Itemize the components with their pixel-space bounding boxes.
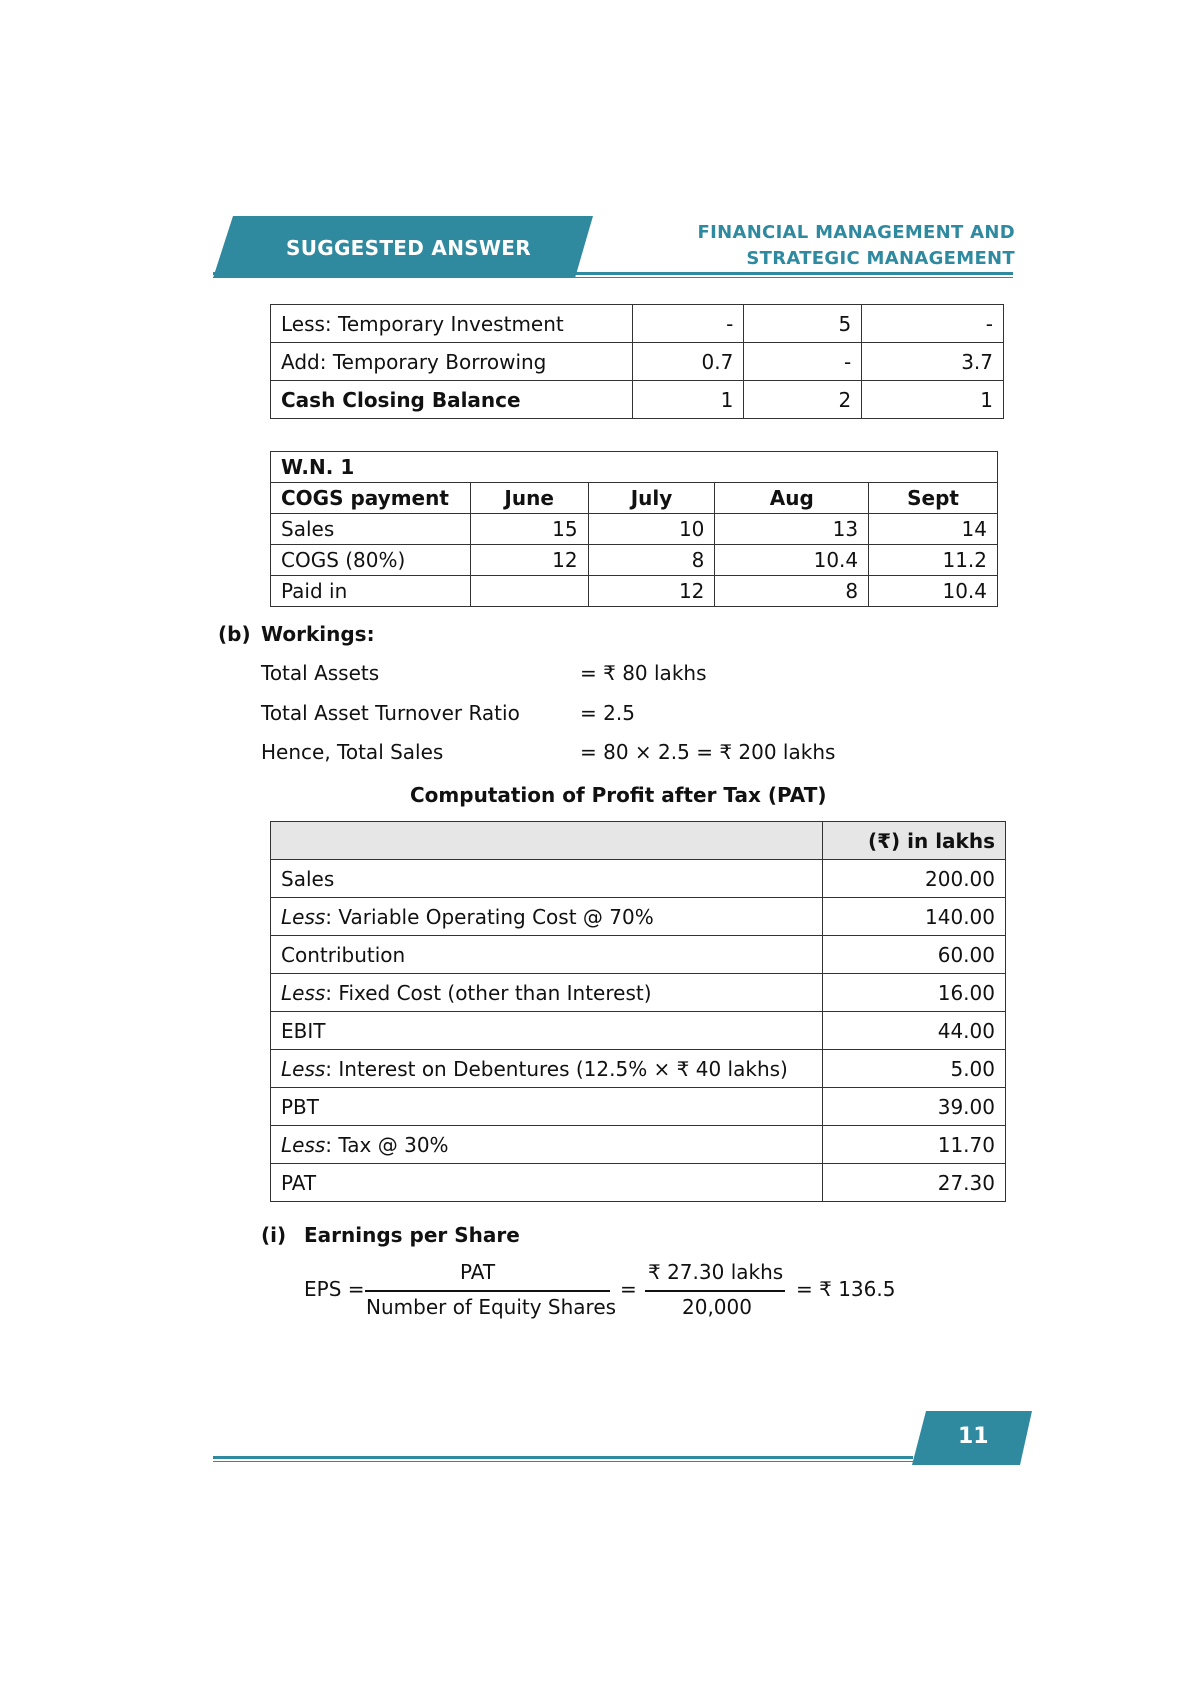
footer-rule bbox=[213, 1456, 913, 1459]
header-subject-line2: STRATEGIC MANAGEMENT bbox=[746, 248, 1015, 269]
table-row bbox=[271, 576, 998, 607]
cell-value: 5 bbox=[744, 305, 862, 343]
table-row bbox=[271, 860, 1006, 898]
row-label: Sales bbox=[271, 514, 471, 545]
cell-value: 39.00 bbox=[823, 1088, 1006, 1126]
column-header: June bbox=[470, 483, 588, 514]
table-row bbox=[271, 1088, 1006, 1126]
column-header: Aug bbox=[715, 483, 869, 514]
working-label: Hence, Total Sales bbox=[261, 740, 444, 764]
working-label: Total Asset Turnover Ratio bbox=[261, 701, 520, 725]
table-row bbox=[271, 1126, 1006, 1164]
cell-value: 3.7 bbox=[862, 343, 1004, 381]
blank-header bbox=[271, 822, 823, 860]
table-row bbox=[271, 1050, 1006, 1088]
row-label bbox=[271, 898, 823, 936]
cell-value: 1 bbox=[862, 381, 1004, 419]
row-label-text: : Interest on Debentures (12.5% × ₹ 40 lakhs) bbox=[325, 1056, 788, 1081]
cell-value: 14 bbox=[869, 514, 998, 545]
eps-denominator-2: 20,000 bbox=[682, 1295, 752, 1319]
header-subject bbox=[698, 220, 1016, 272]
row-label bbox=[271, 1050, 823, 1088]
table-row bbox=[271, 343, 1004, 381]
table-row bbox=[271, 381, 1004, 419]
less-prefix: Less bbox=[281, 1132, 326, 1157]
less-prefix: Less bbox=[281, 980, 326, 1005]
row-label-text: Contribution bbox=[281, 942, 406, 967]
pat-table bbox=[270, 821, 1006, 1202]
header-rule-thin bbox=[213, 277, 1013, 278]
less-prefix: Less bbox=[281, 1056, 326, 1081]
row-label bbox=[271, 1164, 823, 1202]
cell-value: 12 bbox=[588, 576, 715, 607]
fraction-bar bbox=[645, 1290, 785, 1292]
section-marker-b: (b) bbox=[218, 622, 251, 646]
row-label bbox=[271, 860, 823, 898]
row-label-text: : Tax @ 30% bbox=[325, 1132, 449, 1157]
eps-numerator-1: PAT bbox=[460, 1260, 496, 1284]
section-marker-i: (i) bbox=[261, 1223, 287, 1247]
eps-equals: = bbox=[620, 1277, 637, 1301]
cell-value: 12 bbox=[470, 545, 588, 576]
cell-value: 10.4 bbox=[715, 545, 869, 576]
cell-value: 5.00 bbox=[823, 1050, 1006, 1088]
column-header: July bbox=[588, 483, 715, 514]
working-value: = 80 × 2.5 = ₹ 200 lakhs bbox=[580, 740, 836, 764]
cell-value: 8 bbox=[588, 545, 715, 576]
page-number: 11 bbox=[958, 1424, 989, 1449]
working-value: = 2.5 bbox=[580, 701, 635, 725]
cell-value: 11.70 bbox=[823, 1126, 1006, 1164]
eps-result: = ₹ 136.5 bbox=[796, 1277, 896, 1301]
row-label-text: : Variable Operating Cost @ 70% bbox=[325, 904, 654, 929]
eps-numerator-2: ₹ 27.30 lakhs bbox=[648, 1260, 784, 1284]
row-label: Cash Closing Balance bbox=[271, 381, 633, 419]
table-header-row bbox=[271, 483, 998, 514]
table-row bbox=[271, 1012, 1006, 1050]
cell-value: - bbox=[632, 305, 744, 343]
unit-header: (₹) in lakhs bbox=[823, 822, 1006, 860]
workings-heading: Workings: bbox=[261, 622, 375, 646]
row-label bbox=[271, 974, 823, 1012]
row-label bbox=[271, 1126, 823, 1164]
eps-denominator-1: Number of Equity Shares bbox=[366, 1295, 617, 1319]
row-label: COGS (80%) bbox=[271, 545, 471, 576]
column-header: Sept bbox=[869, 483, 998, 514]
row-label: Add: Temporary Borrowing bbox=[271, 343, 633, 381]
cell-value: 44.00 bbox=[823, 1012, 1006, 1050]
cash-balance-table bbox=[270, 304, 1004, 419]
row-label-text: PAT bbox=[281, 1170, 317, 1195]
table-row bbox=[271, 936, 1006, 974]
table-row bbox=[271, 305, 1004, 343]
cell-value: 10 bbox=[588, 514, 715, 545]
eps-heading: Earnings per Share bbox=[304, 1223, 520, 1247]
cell-value: 10.4 bbox=[869, 576, 998, 607]
row-label: Paid in bbox=[271, 576, 471, 607]
table-row bbox=[271, 974, 1006, 1012]
less-prefix: Less bbox=[281, 904, 326, 929]
cell-value: 2 bbox=[744, 381, 862, 419]
cell-value: - bbox=[744, 343, 862, 381]
row-label: Less: Temporary Investment bbox=[271, 305, 633, 343]
table-header-row bbox=[271, 822, 1006, 860]
column-header: COGS payment bbox=[271, 483, 471, 514]
working-label: Total Assets bbox=[261, 661, 380, 685]
row-label-text: PBT bbox=[281, 1094, 319, 1119]
cell-value: - bbox=[862, 305, 1004, 343]
row-label-text: : Fixed Cost (other than Interest) bbox=[325, 980, 652, 1005]
header-tab-label: SUGGESTED ANSWER bbox=[286, 236, 531, 260]
cell-value bbox=[470, 576, 588, 607]
cell-value: 60.00 bbox=[823, 936, 1006, 974]
working-value: = ₹ 80 lakhs bbox=[580, 661, 707, 685]
row-label-text: Sales bbox=[281, 866, 335, 891]
footer-rule-thin bbox=[213, 1461, 913, 1462]
wn1-table bbox=[270, 451, 998, 607]
header-subject-line1: FINANCIAL MANAGEMENT AND bbox=[697, 222, 1015, 243]
header-rule bbox=[213, 272, 1013, 275]
table-row bbox=[271, 514, 998, 545]
row-label bbox=[271, 1088, 823, 1126]
cell-value: 140.00 bbox=[823, 898, 1006, 936]
cell-value: 13 bbox=[715, 514, 869, 545]
table-row bbox=[271, 1164, 1006, 1202]
cell-value: 27.30 bbox=[823, 1164, 1006, 1202]
eps-lhs: EPS = bbox=[304, 1277, 365, 1301]
cell-value: 15 bbox=[470, 514, 588, 545]
fraction-bar bbox=[365, 1290, 610, 1292]
cell-value: 1 bbox=[632, 381, 744, 419]
cell-value: 11.2 bbox=[869, 545, 998, 576]
cell-value: 0.7 bbox=[632, 343, 744, 381]
cell-value: 8 bbox=[715, 576, 869, 607]
cell-value: 16.00 bbox=[823, 974, 1006, 1012]
row-label-text: EBIT bbox=[281, 1018, 326, 1043]
wn1-title: W.N. 1 bbox=[271, 452, 998, 483]
row-label bbox=[271, 936, 823, 974]
pat-table-title: Computation of Profit after Tax (PAT) bbox=[410, 783, 827, 807]
cell-value: 200.00 bbox=[823, 860, 1006, 898]
row-label bbox=[271, 1012, 823, 1050]
table-row bbox=[271, 545, 998, 576]
table-title-row bbox=[271, 452, 998, 483]
table-row bbox=[271, 898, 1006, 936]
